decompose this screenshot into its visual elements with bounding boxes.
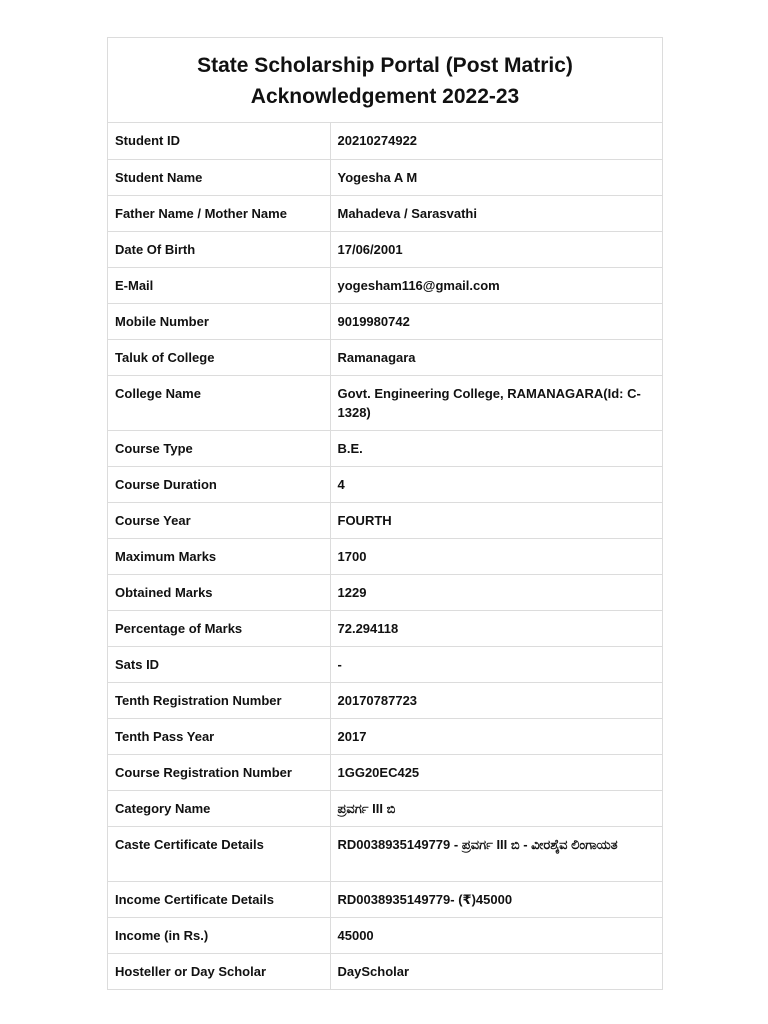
table-row [108,466,662,502]
row-value: 17/06/2001 [330,231,662,267]
table-row [108,646,662,682]
row-value: 9019980742 [330,303,662,339]
table-row [108,430,662,466]
row-value: - [330,646,662,682]
row-label: Taluk of College [108,339,330,375]
row-label: Category Name [108,790,330,826]
table-row [108,754,662,790]
row-label: Student ID [108,123,330,159]
table-row [108,195,662,231]
table-row [108,953,662,989]
table-row [108,881,662,917]
table-row [108,123,662,159]
acknowledgement-document [107,37,663,990]
row-label: Tenth Pass Year [108,718,330,754]
row-value: 1GG20EC425 [330,754,662,790]
row-value: FOURTH [330,502,662,538]
row-label: Obtained Marks [108,574,330,610]
row-label: Father Name / Mother Name [108,195,330,231]
row-label: Hosteller or Day Scholar [108,953,330,989]
row-label: Caste Certificate Details [108,826,330,881]
row-label: College Name [108,375,330,430]
table-row [108,718,662,754]
table-row [108,826,662,881]
row-label: Sats ID [108,646,330,682]
row-value: yogesham116@gmail.com [330,267,662,303]
row-value: Mahadeva / Sarasvathi [330,195,662,231]
row-label: Percentage of Marks [108,610,330,646]
row-label: Course Registration Number [108,754,330,790]
row-value: 45000 [330,917,662,953]
row-value: 72.294118 [330,610,662,646]
table-row [108,231,662,267]
table-row [108,267,662,303]
row-value: Ramanagara [330,339,662,375]
row-label: Course Duration [108,466,330,502]
row-value: RD0038935149779- (₹)45000 [330,881,662,917]
table-row [108,159,662,195]
table-row [108,790,662,826]
row-value: 4 [330,466,662,502]
row-value: 1700 [330,538,662,574]
row-label: Student Name [108,159,330,195]
row-value: ಪ್ರವರ್ಗ III ಬಿ [330,790,662,826]
row-label: Course Type [108,430,330,466]
table-row [108,339,662,375]
row-value: Govt. Engineering College, RAMANAGARA(Id: C-1328) [330,375,662,430]
row-value: B.E. [330,430,662,466]
row-value: 20210274922 [337,133,418,148]
table-row [108,574,662,610]
row-label: Tenth Registration Number [108,682,330,718]
details-table-body [108,123,662,989]
table-row [108,917,662,953]
row-label: Course Year [108,502,330,538]
title-line-2: Acknowledgement 2022-23 [250,85,520,108]
row-value: 2017 [330,718,662,754]
row-value: 20170787723 [330,682,662,718]
table-row [108,538,662,574]
table-row [108,502,662,538]
table-row [108,303,662,339]
row-label: Mobile Number [108,303,330,339]
row-label: Income (in Rs.) [108,917,330,953]
title-line-1: State Scholarship Portal (Post Matric) [197,54,573,77]
document-title [108,38,662,123]
row-label: E-Mail [108,267,330,303]
row-value: Yogesha A M [330,159,662,195]
row-label: Income Certificate Details [108,881,330,917]
table-row [108,610,662,646]
row-label: Maximum Marks [108,538,330,574]
details-table [108,123,662,989]
row-value: DayScholar [330,953,662,989]
row-value: RD0038935149779 - ಪ್ರವರ್ಗ III ಬಿ - ವೀರಶೈವ ಲಿಂಗಾಯತ [330,826,662,881]
row-value: 1229 [330,574,662,610]
row-label: Date Of Birth [108,231,330,267]
table-row [108,375,662,430]
table-row [108,682,662,718]
